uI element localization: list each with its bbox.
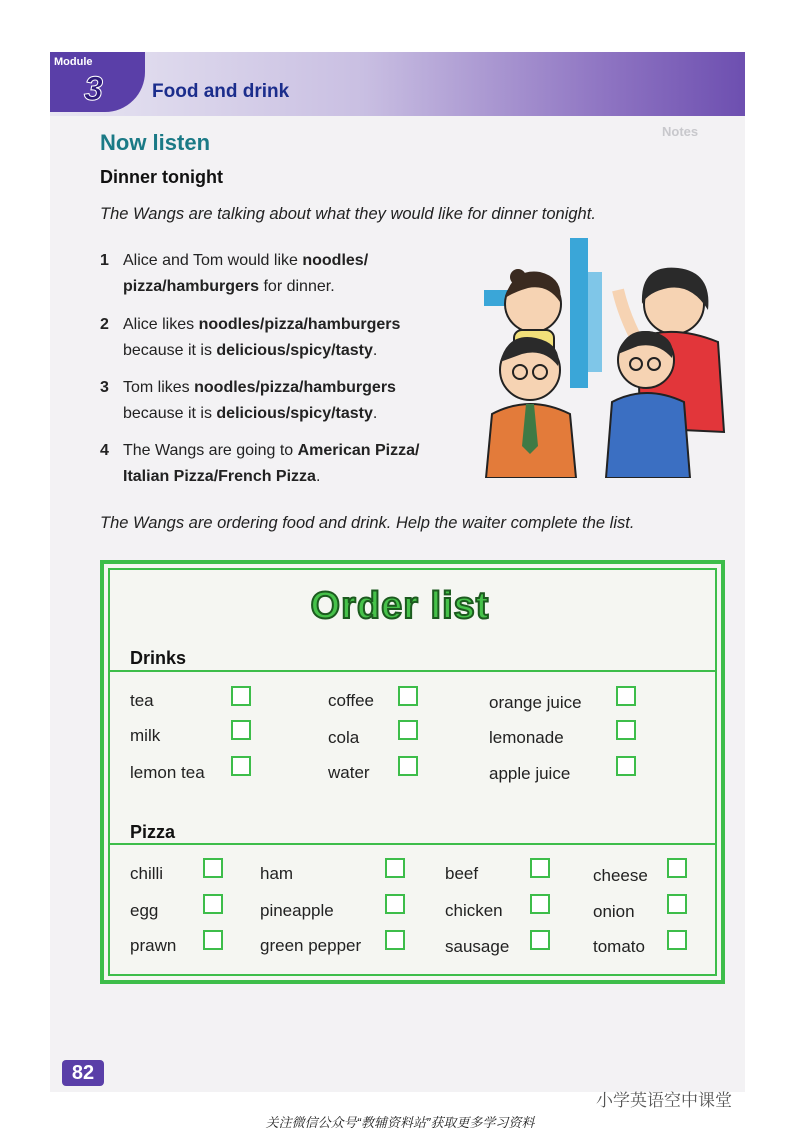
pizza-item: cheese (593, 866, 648, 885)
notes-label: Notes (662, 124, 699, 139)
drink-item: orange juice (489, 693, 582, 712)
question-text: Tom likes (123, 379, 195, 396)
checkbox[interactable] (530, 894, 550, 914)
pizza-item: ham (260, 864, 294, 883)
section-title: Now listen (100, 130, 211, 155)
question-options: noodles/ (302, 252, 369, 269)
intro-text: The Wangs are talking about what they would like for dinner tonight. (100, 205, 596, 223)
checkbox[interactable] (530, 858, 550, 878)
checkbox[interactable] (385, 930, 405, 950)
drink-item: cola (328, 728, 360, 747)
drink-item: apple juice (489, 764, 571, 783)
question-text: because it is (123, 405, 217, 422)
pizza-item: beef (445, 864, 479, 883)
question-options: noodles/pizza/hamburgers (194, 379, 396, 396)
question-text: Alice and Tom would like (123, 252, 303, 269)
pizza-item: egg (130, 901, 159, 920)
question-text: because it is (123, 342, 217, 359)
family-illustration (478, 232, 730, 478)
question-text: Alice likes (123, 316, 199, 333)
question-number: 1 (100, 252, 109, 269)
pizza-divider (110, 843, 717, 845)
checkbox[interactable] (616, 686, 636, 706)
section-subtitle: Dinner tonight (100, 167, 223, 187)
checkbox[interactable] (398, 720, 418, 740)
checkbox[interactable] (667, 858, 687, 878)
question-2 (100, 312, 400, 364)
module-number: 3 (84, 70, 103, 108)
question-4 (100, 438, 419, 490)
checkbox[interactable] (231, 756, 251, 776)
question-options: delicious/spicy/tasty (216, 405, 373, 422)
checkbox[interactable] (385, 858, 405, 878)
checkbox[interactable] (203, 858, 223, 878)
drink-item: lemonade (489, 728, 564, 747)
question-options: noodles/pizza/hamburgers (198, 316, 401, 333)
pizza-item: prawn (130, 936, 177, 955)
pizza-item: onion (593, 902, 635, 921)
drinks-divider (110, 670, 717, 672)
checkbox[interactable] (231, 720, 251, 740)
question-text: . (372, 405, 378, 422)
question-options: American Pizza/ (297, 442, 420, 459)
wechat-watermark: 小学英语空中课堂 (596, 1091, 732, 1110)
checkbox[interactable] (530, 930, 550, 950)
question-options: pizza/hamburgers (123, 278, 260, 295)
drink-item: water (328, 763, 370, 782)
instruction-text: The Wangs are ordering food and drink. Help the waiter complete the list. (100, 514, 635, 532)
drink-item: coffee (328, 691, 375, 710)
question-text: for dinner. (259, 278, 335, 295)
question-number: 3 (100, 379, 109, 396)
drink-item: lemon tea (130, 763, 205, 782)
checkbox[interactable] (231, 686, 251, 706)
question-text: . (315, 468, 321, 485)
question-1 (100, 248, 368, 300)
checkbox[interactable] (616, 756, 636, 776)
pizza-item: chicken (445, 901, 503, 920)
question-number: 2 (100, 316, 109, 333)
pizza-item: sausage (445, 937, 510, 956)
question-text: The Wangs are going to (123, 442, 298, 459)
pizza-item: pineapple (260, 901, 334, 920)
checkbox[interactable] (398, 756, 418, 776)
question-3 (100, 375, 396, 427)
module-label: Module (54, 56, 93, 68)
question-options: Italian Pizza/French Pizza (123, 468, 316, 485)
pizza-item: green pepper (260, 936, 362, 955)
pizza-item: chilli (130, 864, 164, 883)
order-list-title: Order list (310, 585, 490, 627)
checkbox[interactable] (203, 894, 223, 914)
checkbox[interactable] (667, 930, 687, 950)
drink-item: tea (130, 691, 154, 710)
pizza-heading: Pizza (130, 822, 176, 842)
drinks-heading: Drinks (130, 648, 187, 668)
question-number: 4 (100, 442, 109, 459)
checkbox[interactable] (385, 894, 405, 914)
drink-item: milk (130, 726, 161, 745)
footer-note: 关注微信公众号“教辅资料站”获取更多学习资料 (265, 1115, 535, 1130)
checkbox[interactable] (667, 894, 687, 914)
checkbox[interactable] (616, 720, 636, 740)
page-number: 82 (62, 1060, 104, 1086)
question-text: . (372, 342, 378, 359)
question-options: delicious/spicy/tasty (216, 342, 373, 359)
checkbox[interactable] (398, 686, 418, 706)
checkbox[interactable] (203, 930, 223, 950)
pizza-item: tomato (593, 937, 645, 956)
module-title: Food and drink (152, 81, 290, 102)
